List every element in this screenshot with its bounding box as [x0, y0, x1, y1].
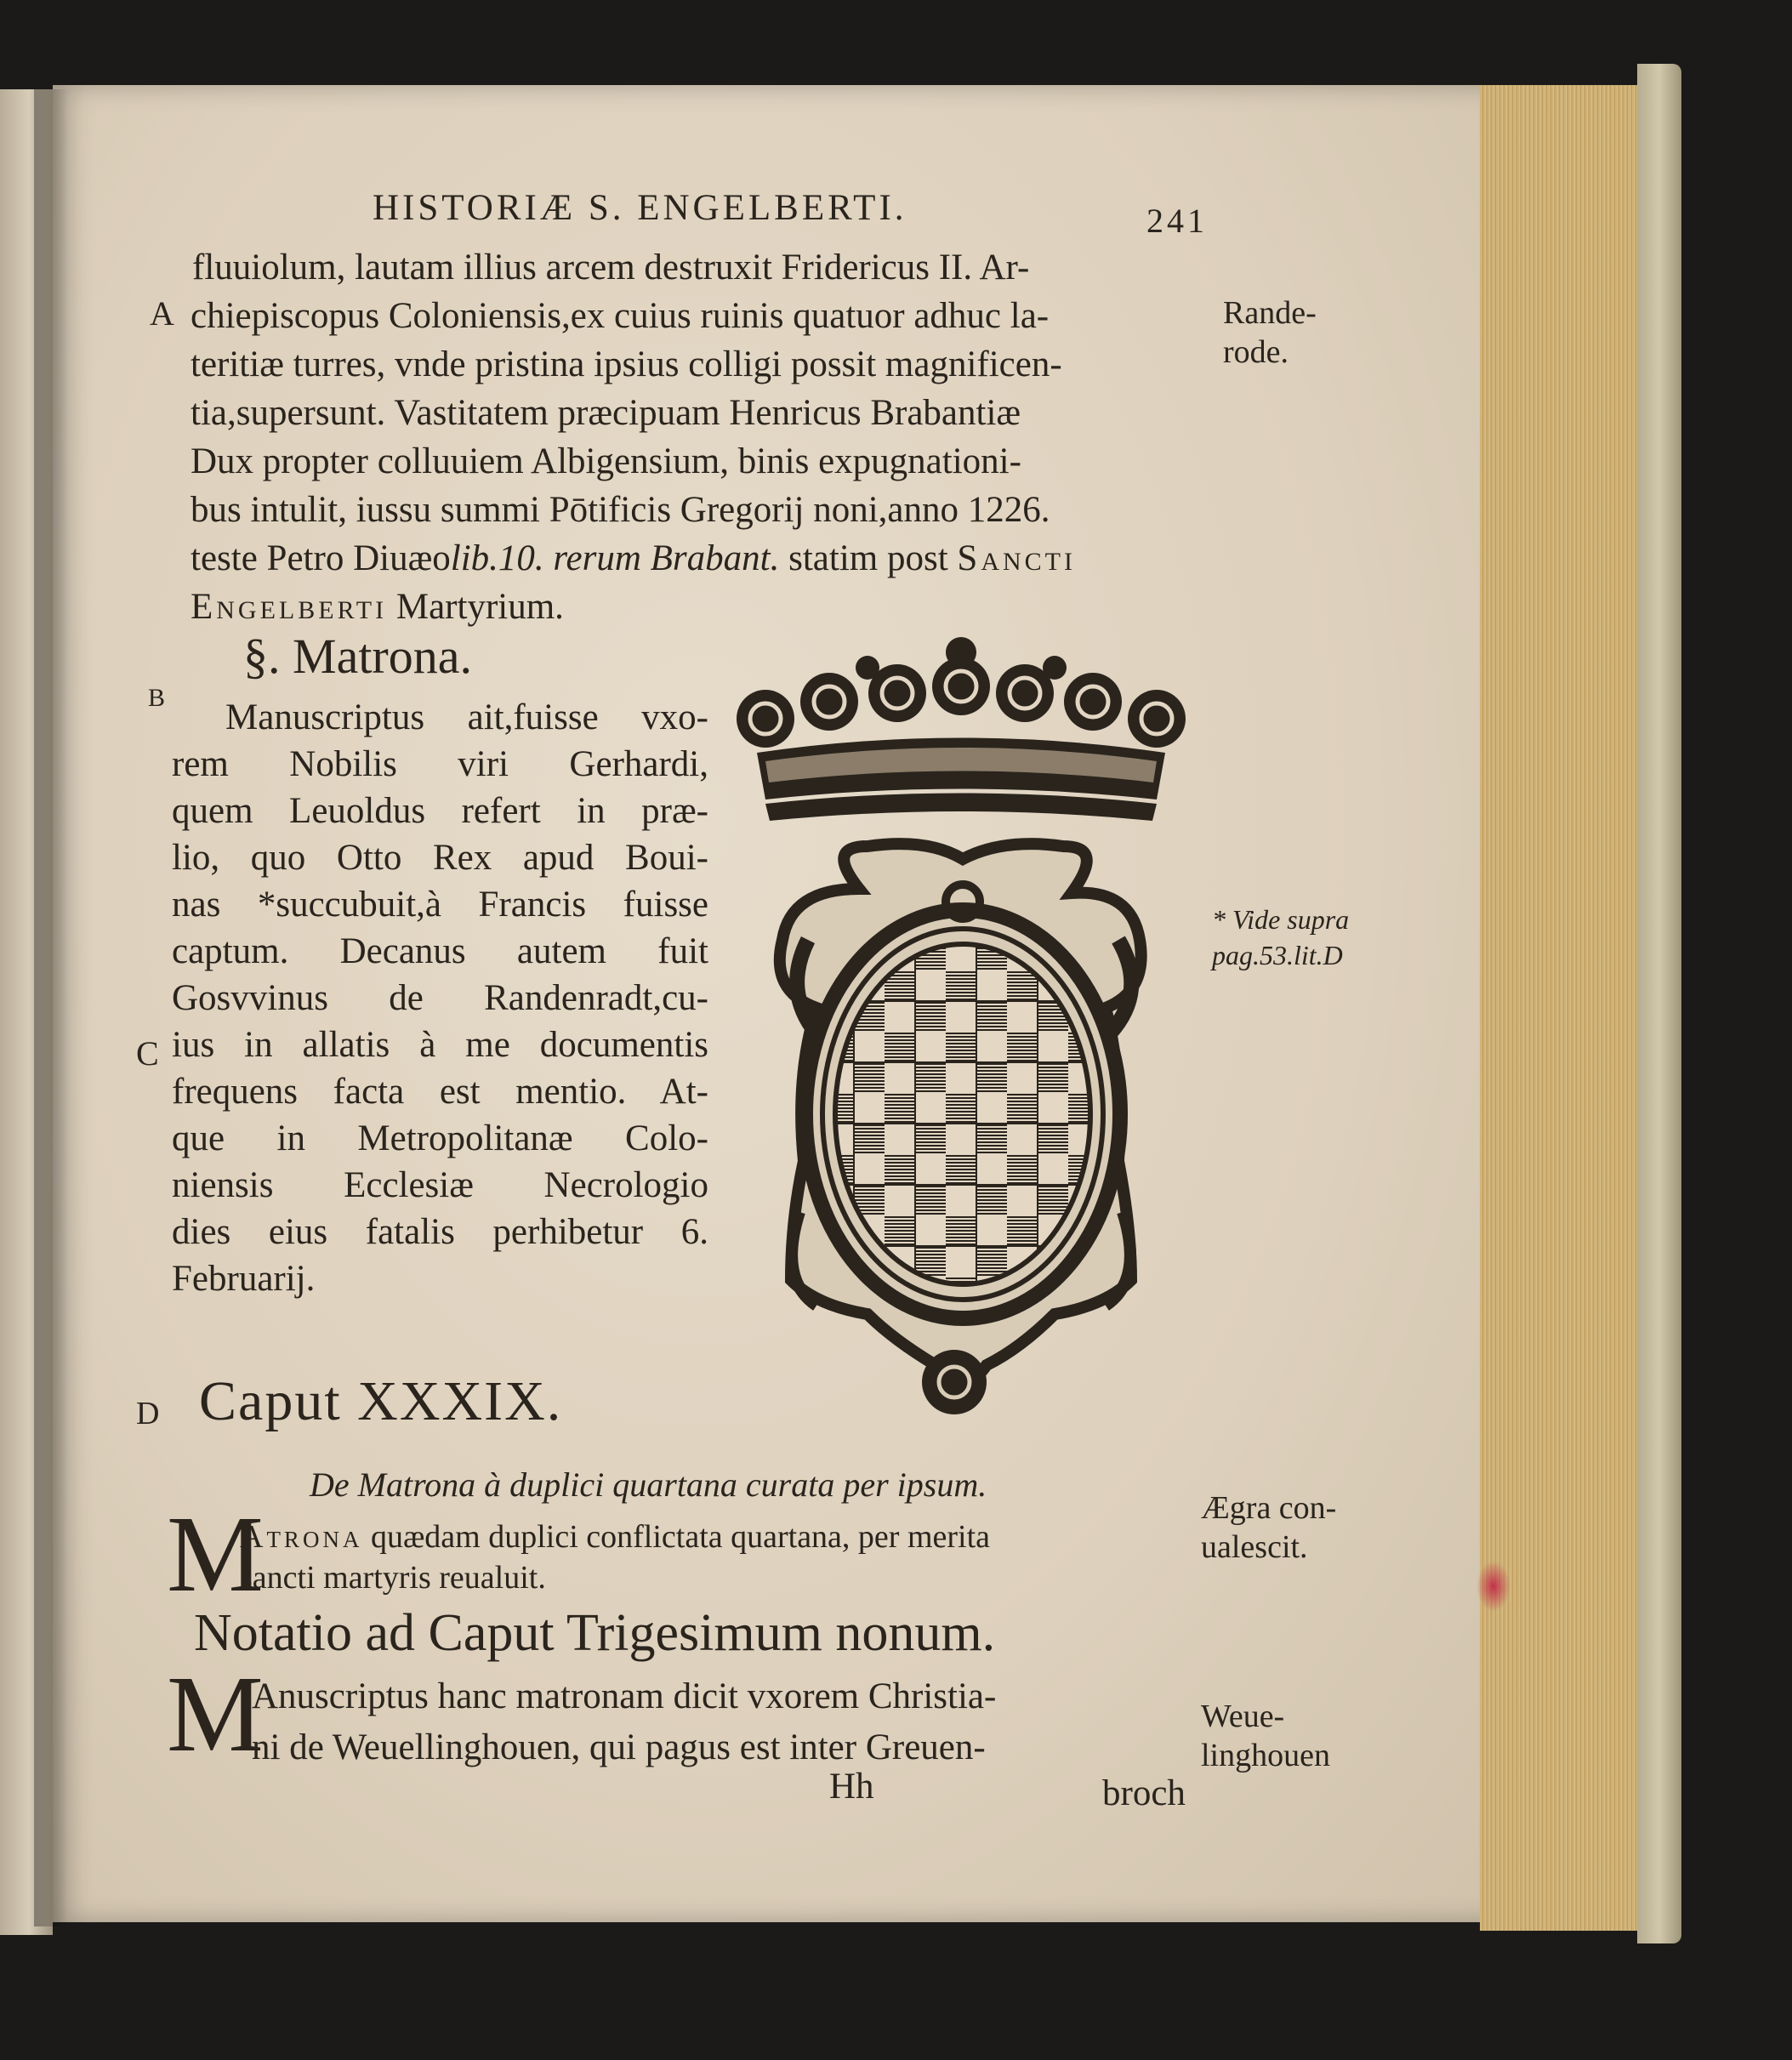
- catchword: broch: [1102, 1773, 1186, 1813]
- text-line: que in Metropolitanæ Colo-: [172, 1118, 708, 1158]
- text-line: frequens facta est mentio. At-: [172, 1072, 708, 1112]
- text-line: Februarij.: [172, 1259, 316, 1299]
- drop-cap-m: M: [167, 1653, 264, 1774]
- margin-letter-a: A: [150, 294, 174, 333]
- text-line: sancti martyris reualuit.: [240, 1560, 546, 1596]
- page-gutter-shadow: [34, 89, 68, 1926]
- text-line: captum. Decanus autem fuit: [172, 931, 708, 971]
- text-line: dies eius fatalis perhibetur 6.: [172, 1212, 708, 1252]
- page-block-edge: [1480, 85, 1641, 1931]
- text-line: lio, quo Otto Rex apud Boui-: [172, 838, 708, 878]
- margin-letter-b: B: [148, 684, 166, 712]
- text-line: chiepiscopus Coloniensis,ex cuius ruinis quatuor adhuc la-: [191, 296, 1050, 336]
- text-line: fluuiolum, lautam illius arcem destruxit Fridericus II. Ar-: [192, 248, 1030, 287]
- margin-letter-d: D: [136, 1396, 160, 1431]
- text-line: rem Nobilis viri Gerhardi,: [172, 744, 708, 784]
- red-edge-mark: [1476, 1561, 1510, 1612]
- signature-mark: Hh: [829, 1767, 874, 1807]
- text-line: Engelberti Martyrium.: [191, 587, 564, 627]
- text-line: ni de Weuellinghouen, qui pagus est inter Greuen-: [252, 1727, 986, 1767]
- text-line: ius in allatis à me documentis: [172, 1025, 708, 1065]
- text-line: tia,supersunt. Vastitatem præcipuam Henricus Brabantiæ: [191, 393, 1021, 433]
- margin-note-randerode: Rande- rode.: [1223, 295, 1317, 370]
- text-line: Dux propter colluuiem Albigensium, binis expugnationi-: [191, 441, 1021, 481]
- chapter-subtitle: De Matrona à duplici quartana curata per ipsum.: [310, 1465, 987, 1504]
- text-line: teritiæ turres, vnde pristina ipsius colligi possit magnificen-: [191, 344, 1062, 384]
- coat-of-arms-woodcut: [731, 634, 1191, 1425]
- drop-cap-m: M: [167, 1494, 264, 1614]
- running-title: HISTORIÆ S. ENGELBERTI.: [373, 188, 907, 228]
- text-line: bus intulit, iussu summi Pōtificis Gregorij noni,anno 1226.: [191, 490, 1050, 530]
- text-line: quem Leuoldus refert in præ-: [172, 791, 708, 831]
- book-cover-edge: [1637, 64, 1681, 1943]
- rosette-icon: [922, 1350, 987, 1414]
- crown-icon: [737, 637, 1186, 821]
- section-heading-matrona: §. Matrona.: [243, 629, 472, 684]
- text-line: Gosvvinus de Randenradt,cu-: [172, 978, 708, 1018]
- margin-letter-c: C: [136, 1034, 159, 1073]
- text-line: Anuscriptus hanc matronam dicit vxorem Christia-: [252, 1676, 997, 1716]
- chapter-title: Caput XXXIX.: [199, 1370, 563, 1432]
- text-line: teste Petro Diuæolib.10. rerum Brabant. statim post Sancti: [191, 538, 1076, 578]
- notatio-heading: Notatio ad Caput Trigesimum nonum.: [194, 1604, 996, 1662]
- text-line: nas *succubuit,à Francis fuisse: [172, 885, 708, 925]
- text-line: niensis Ecclesiæ Necrologio: [172, 1165, 708, 1205]
- text-line: Atrona quædam duplici conflictata quartana, per merita: [240, 1519, 991, 1555]
- margin-note-weuelinghouen: Weue- linghouen: [1201, 1699, 1330, 1773]
- page-number: 241: [1146, 202, 1208, 240]
- margin-note-aegra: Ægra con- ualescit.: [1201, 1490, 1337, 1565]
- margin-note-vide-supra: * Vide supra pag.53.lit.D: [1212, 904, 1350, 970]
- text-line: Manuscriptus ait,fuisse vxo-: [225, 697, 708, 737]
